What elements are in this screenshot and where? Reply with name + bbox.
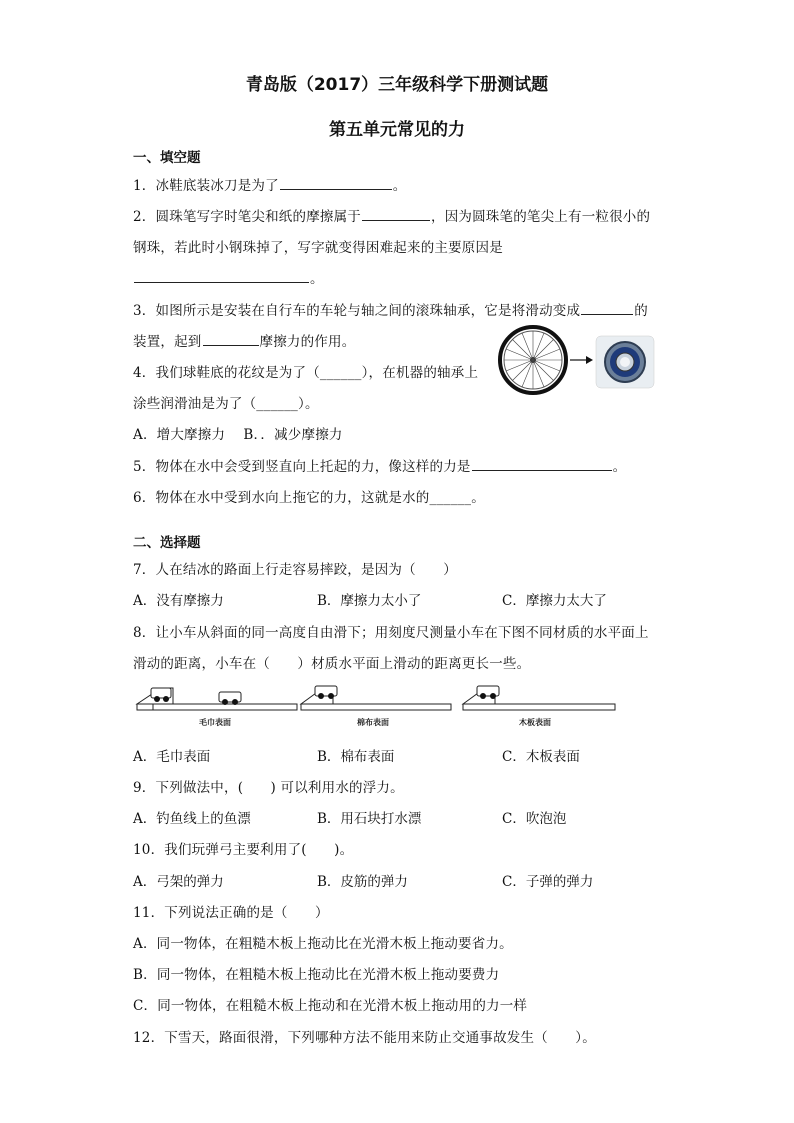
- q10-option-c: C．子弹的弹力: [502, 874, 594, 890]
- toy-car-icon: [477, 686, 499, 699]
- question-4-options: A．增大摩擦力 B．．减少摩擦力: [133, 427, 343, 443]
- question-12: 12．下雪天，路面很滑，下列哪种方法不能用来防止交通事故发生（ ）。: [133, 1030, 596, 1046]
- question-4: 4．我们球鞋底的花纹是为了（______），在机器的轴承上: [133, 365, 479, 381]
- answer-blank: [280, 176, 392, 190]
- question-2-line3: 。: [133, 267, 324, 287]
- question-11: 11．下列说法正确的是（ ）: [133, 905, 329, 921]
- answer-blank: [134, 269, 309, 283]
- inclined-plane-figure: [133, 680, 623, 730]
- question-8-line2: 滑动的距离，小车在（ ）材质水平面上滑动的距离更长一些。: [133, 656, 531, 672]
- question-1: 1．冰鞋底装冰刀是为了 。: [133, 178, 407, 194]
- question-9: 9．下列做法中，( ) 可以利用水的浮力。: [133, 780, 404, 796]
- caption-towel: 毛巾表面: [199, 717, 231, 727]
- toy-car-icon: [151, 688, 171, 702]
- caption-cotton: 棉布表面: [357, 717, 389, 727]
- q7-option-a: A．没有摩擦力: [133, 593, 224, 609]
- q8-option-a: A．毛巾表面: [133, 749, 211, 765]
- q7-option-b: B．摩擦力太小了: [317, 593, 422, 609]
- section-multiple-choice: 二、选择题: [133, 535, 201, 551]
- q9-option-b: B．用石块打水漂: [317, 811, 422, 827]
- bicycle-wheel-bearing-figure: [498, 322, 668, 402]
- page-title: 青岛版（2017）三年级科学下册测试题: [245, 75, 549, 95]
- question-3-line2: 装置，起到 摩擦力的作用。: [133, 334, 356, 350]
- question-8: 8．让小车从斜面的同一高度自由滑下；用刻度尺测量小车在下图不同材质的水平面上: [133, 625, 649, 641]
- q9-option-a: A．钓鱼线上的鱼漂: [133, 811, 251, 827]
- question-10: 10．我们玩弹弓主要利用了( )。: [133, 842, 354, 858]
- q11-option-a: A．同一物体，在粗糙木板上拖动比在光滑木板上拖动要省力。: [133, 936, 513, 952]
- q8-option-c: C．木板表面: [502, 749, 580, 765]
- q8-option-b: B．棉布表面: [317, 749, 395, 765]
- arrow-right-icon: [570, 356, 593, 364]
- q10-option-b: B．皮筋的弹力: [317, 874, 408, 890]
- question-3: 3．如图所示是安装在自行车的车轮与轴之间的滚珠轴承，它是将滑动变成 的: [133, 303, 648, 319]
- answer-blank: [362, 207, 430, 221]
- question-2: 2．圆珠笔写字时笔尖和纸的摩擦属于 ，因为圆珠笔的笔尖上有一粒很小的: [133, 209, 651, 225]
- question-2-line2: 钢珠，若此时小钢珠掉了，写字就变得困难起来的主要原因是: [133, 240, 503, 256]
- unit-title: 第五单元常见的力: [329, 120, 465, 140]
- toy-car-icon: [219, 692, 241, 705]
- caption-wood: 木板表面: [519, 717, 551, 727]
- q9-option-c: C．吹泡泡: [502, 811, 567, 827]
- q7-option-c: C．摩擦力太大了: [502, 593, 607, 609]
- q10-option-a: A．弓架的弹力: [133, 874, 224, 890]
- question-7: 7．人在结冰的路面上行走容易摔跤，是因为（ ）: [133, 562, 457, 578]
- question-4-line2: 涂些润滑油是为了（______）。: [133, 396, 319, 412]
- bicycle-wheel-icon: [500, 327, 566, 393]
- q11-option-c: C．同一物体，在粗糙木板上拖动和在光滑木板上拖动用的力一样: [133, 998, 528, 1014]
- answer-blank: [472, 457, 612, 471]
- question-6: 6．物体在水中受到水向上拖它的力，这就是水的______。: [133, 490, 485, 506]
- question-5: 5．物体在水中会受到竖直向上托起的力，像这样的力是 。: [133, 459, 627, 475]
- toy-car-icon: [315, 686, 337, 699]
- q11-option-b: B．同一物体，在粗糙木板上拖动比在光滑木板上拖动要费力: [133, 967, 500, 983]
- answer-blank: [203, 332, 259, 346]
- ball-bearing-icon: [596, 336, 654, 388]
- section-fill-blank: 一、填空题: [133, 150, 201, 166]
- answer-blank: [581, 301, 633, 315]
